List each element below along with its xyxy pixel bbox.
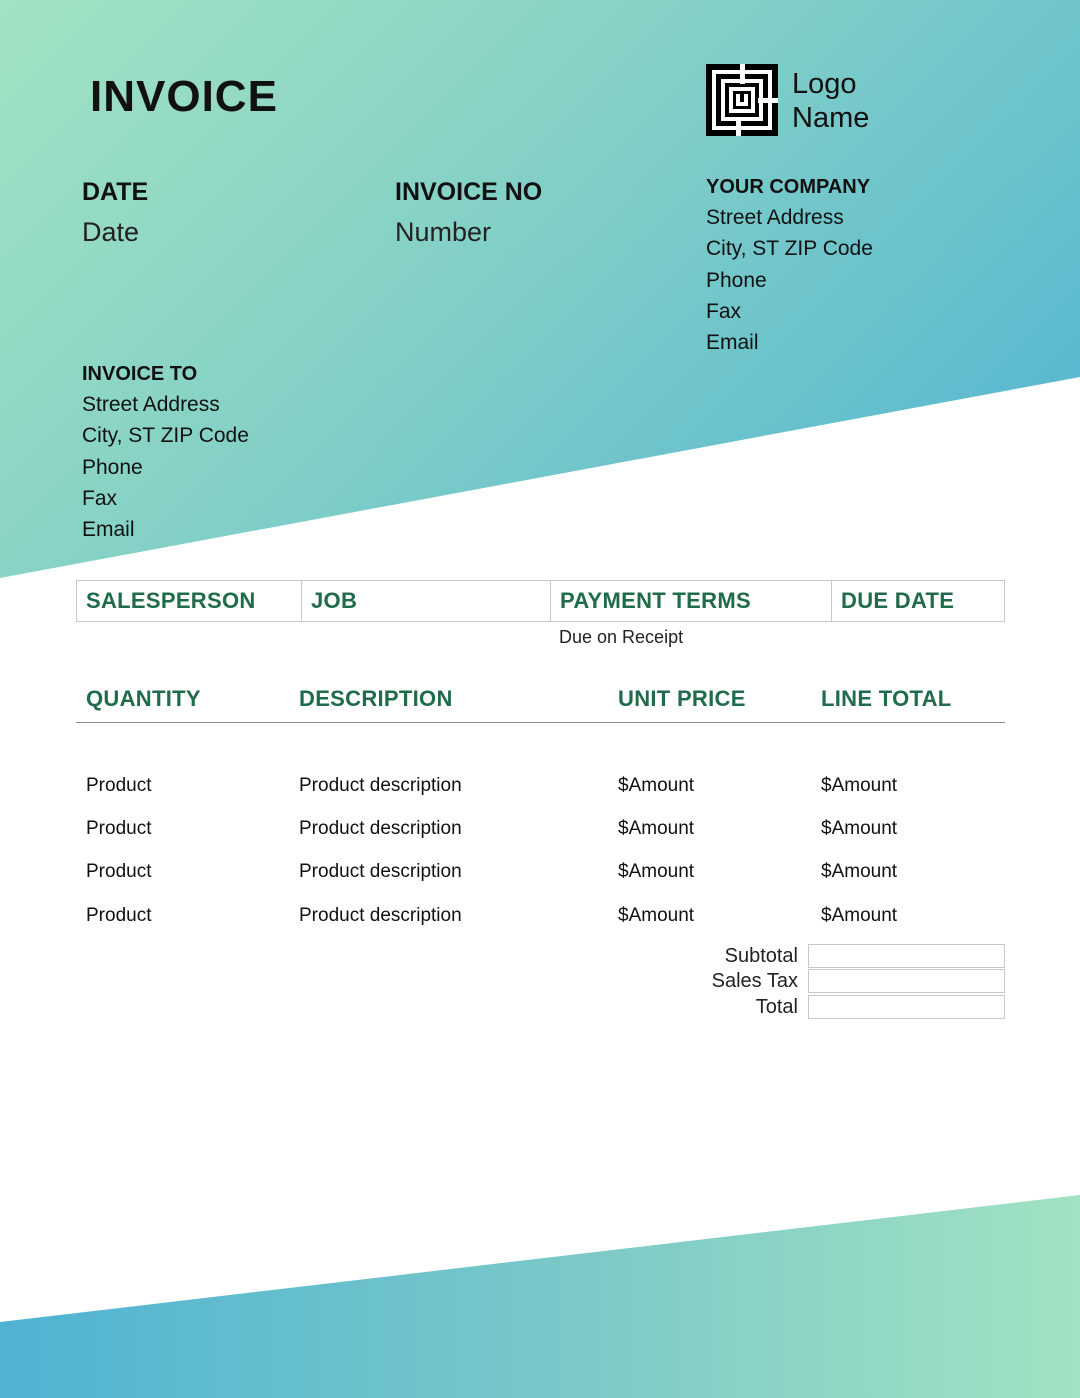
company-city[interactable]: City, ST ZIP Code bbox=[706, 237, 873, 261]
logo-line-2: Name bbox=[792, 102, 870, 134]
bottom-gradient-band bbox=[0, 1190, 1080, 1398]
total-field[interactable] bbox=[808, 995, 1005, 1019]
unit-price-header: UNIT PRICE bbox=[618, 686, 746, 711]
invoice-to-address bbox=[82, 389, 249, 545]
due-date-header: DUE DATE bbox=[832, 581, 1005, 622]
company-fax[interactable]: Fax bbox=[706, 299, 742, 323]
payment-terms-header: PAYMENT TERMS bbox=[551, 581, 832, 622]
item-unit-price[interactable]: $Amount bbox=[618, 775, 695, 796]
order-meta-table bbox=[76, 580, 1005, 622]
company-address bbox=[706, 202, 873, 358]
invoice-to-fax[interactable]: Fax bbox=[82, 486, 118, 510]
item-description[interactable]: Product description bbox=[299, 861, 462, 882]
item-description[interactable]: Product description bbox=[299, 905, 462, 926]
item-unit-price[interactable]: $Amount bbox=[618, 861, 695, 882]
items-header-rule bbox=[76, 722, 1005, 723]
item-line-total[interactable]: $Amount bbox=[821, 905, 898, 926]
invoice-to-city[interactable]: City, ST ZIP Code bbox=[82, 424, 249, 448]
invoice-to-email[interactable]: Email bbox=[82, 518, 135, 542]
item-unit-price[interactable]: $Amount bbox=[618, 905, 695, 926]
order-meta-header-row bbox=[77, 581, 1005, 622]
date-value[interactable]: Date bbox=[82, 217, 140, 247]
item-quantity[interactable]: Product bbox=[86, 861, 152, 882]
subtotal-label: Subtotal bbox=[724, 945, 798, 967]
item-unit-price[interactable]: $Amount bbox=[618, 818, 695, 839]
logo-name bbox=[792, 67, 869, 135]
invoice-no-value[interactable]: Number bbox=[395, 217, 492, 247]
invoice-to-street[interactable]: Street Address bbox=[82, 393, 220, 416]
date-label: DATE bbox=[82, 178, 149, 206]
company-phone[interactable]: Phone bbox=[706, 268, 767, 292]
subtotal-field[interactable] bbox=[808, 944, 1005, 968]
item-quantity[interactable]: Product bbox=[86, 905, 152, 926]
item-quantity[interactable]: Product bbox=[86, 775, 152, 796]
payment-terms-value[interactable]: Due on Receipt bbox=[559, 627, 684, 647]
invoice-title: INVOICE bbox=[90, 72, 278, 121]
maze-icon bbox=[706, 64, 778, 136]
company-street[interactable]: Street Address bbox=[706, 206, 844, 229]
item-description[interactable]: Product description bbox=[299, 775, 462, 796]
description-header: DESCRIPTION bbox=[299, 686, 453, 711]
total-label: Total bbox=[755, 996, 798, 1018]
item-description[interactable]: Product description bbox=[299, 818, 462, 839]
item-line-total[interactable]: $Amount bbox=[821, 861, 898, 882]
item-quantity[interactable]: Product bbox=[86, 818, 152, 839]
company-email[interactable]: Email bbox=[706, 331, 759, 355]
company-heading: YOUR COMPANY bbox=[706, 176, 871, 198]
sales-tax-field[interactable] bbox=[808, 969, 1005, 993]
item-line-total[interactable]: $Amount bbox=[821, 818, 898, 839]
item-line-total[interactable]: $Amount bbox=[821, 775, 898, 796]
sales-tax-label: Sales Tax bbox=[711, 970, 798, 992]
invoice-to-heading: INVOICE TO bbox=[82, 363, 198, 385]
quantity-header: QUANTITY bbox=[86, 686, 201, 711]
job-header: JOB bbox=[302, 581, 551, 622]
line-total-header: LINE TOTAL bbox=[821, 686, 952, 711]
invoice-no-label: INVOICE NO bbox=[395, 178, 543, 206]
invoice-to-phone[interactable]: Phone bbox=[82, 455, 143, 479]
salesperson-header: SALESPERSON bbox=[77, 581, 302, 622]
logo-line-1: Logo bbox=[792, 68, 857, 100]
